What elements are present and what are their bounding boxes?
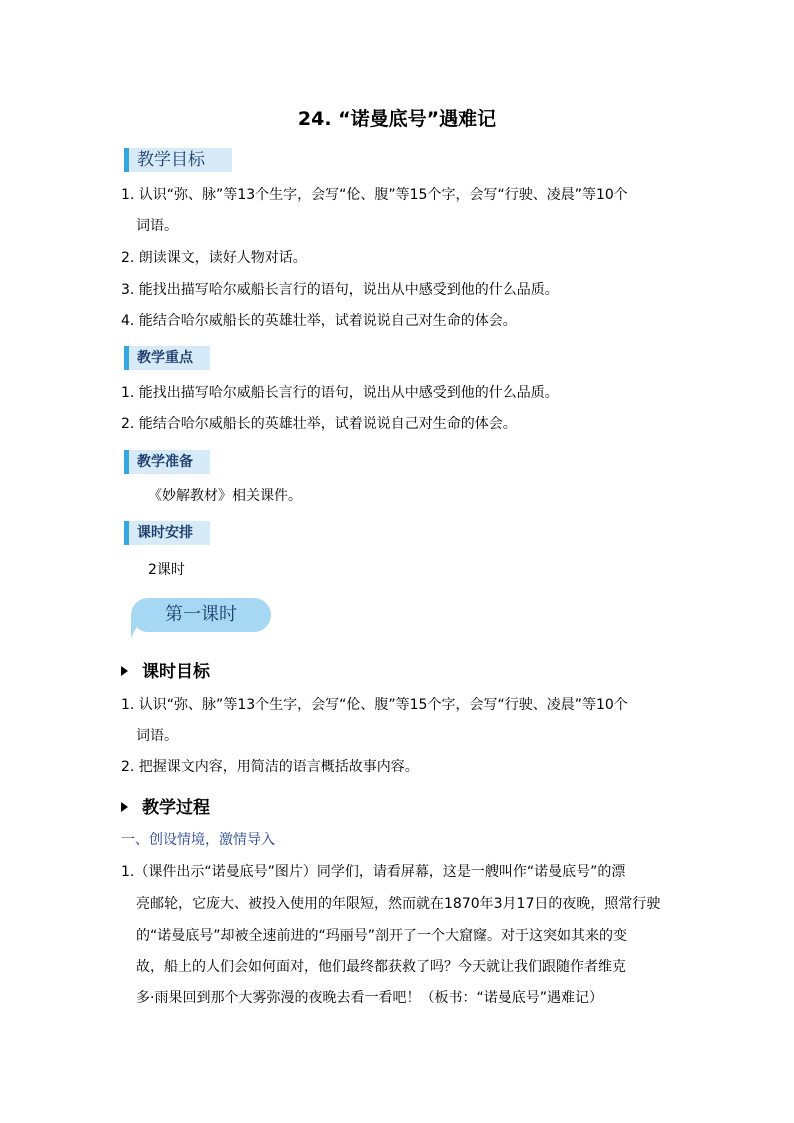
part1-heading: 一、创设情境，激情导入 <box>121 832 275 848</box>
goal-item-2: 2. 朗读课文，读好人物对话。 <box>121 250 307 266</box>
part1-line-3: 的“诺曼底号”却被全速前进的“玛丽号”剖开了一个大窟窿。对于这突如其来的变 <box>136 928 628 944</box>
part1-line-2: 亮邮轮，它庞大、被投入使用的年限短，然而就在1870年3月17日的夜晚，照常行驶 <box>136 896 661 912</box>
section-heading-goals <box>124 148 232 172</box>
section-heading-goals-label: 教学目标 <box>137 150 205 170</box>
section-heading-prep-label: 教学准备 <box>137 454 193 470</box>
part1-line-1: 1.（课件出示“诺曼底号”图片）同学们，请看屏幕，这是一艘叫作“诺曼底号”的漂 <box>121 864 626 880</box>
objectives-heading <box>121 657 210 682</box>
goal-item-3: 3. 能找出描写哈尔威船长言行的语句，说出从中感受到他的什么品质。 <box>121 282 559 298</box>
page-title: 24. “诺曼底号”遇难记 <box>297 108 497 130</box>
key-item-1: 1. 能找出描写哈尔威船长言行的语句，说出从中感受到他的什么品质。 <box>121 385 559 401</box>
objective-item-1: 1. 认识“弥、脉”等13个生字，会写“伦、腹”等15个字，会写“行驶、凌晨”等10个 <box>121 697 628 713</box>
triangle-bullet-icon <box>121 802 128 812</box>
process-heading <box>121 793 210 818</box>
objective-item-2: 2. 把握课文内容，用简洁的语言概括故事内容。 <box>121 759 419 775</box>
section-heading-schedule-label: 课时安排 <box>137 525 193 541</box>
goal-item-1: 1. 认识“弥、脉”等13个生字，会写“伦、腹”等15个字，会写“行驶、凌晨”等10个 <box>121 187 628 203</box>
part1-line-5: 多·雨果回到那个大雾弥漫的夜晚去看一看吧！（板书：“诺曼底号”遇难记） <box>136 990 603 1006</box>
lesson-bubble-label: 第一课时 <box>165 604 237 625</box>
triangle-bullet-icon <box>121 666 128 676</box>
goal-item-4: 4. 能结合哈尔威船长的英雄壮举，试着说说自己对生命的体会。 <box>121 313 517 329</box>
key-item-2: 2. 能结合哈尔威船长的英雄壮举，试着说说自己对生命的体会。 <box>121 416 517 432</box>
objectives-heading-label: 课时目标 <box>142 662 210 682</box>
section-heading-key-label: 教学重点 <box>137 350 193 366</box>
section-heading-schedule <box>124 521 210 545</box>
section-heading-key <box>124 346 210 370</box>
objective-item-1-cont: 词语。 <box>136 728 178 744</box>
part1-line-4: 故，船上的人们会如何面对，他们最终都获救了吗？今天就让我们跟随作者维克 <box>136 959 626 975</box>
prep-text: 《妙解教材》相关课件。 <box>148 488 302 504</box>
schedule-text: 2课时 <box>148 562 185 578</box>
section-heading-prep <box>124 450 210 474</box>
goal-item-1-cont: 词语。 <box>136 218 178 234</box>
process-heading-label: 教学过程 <box>142 798 210 818</box>
